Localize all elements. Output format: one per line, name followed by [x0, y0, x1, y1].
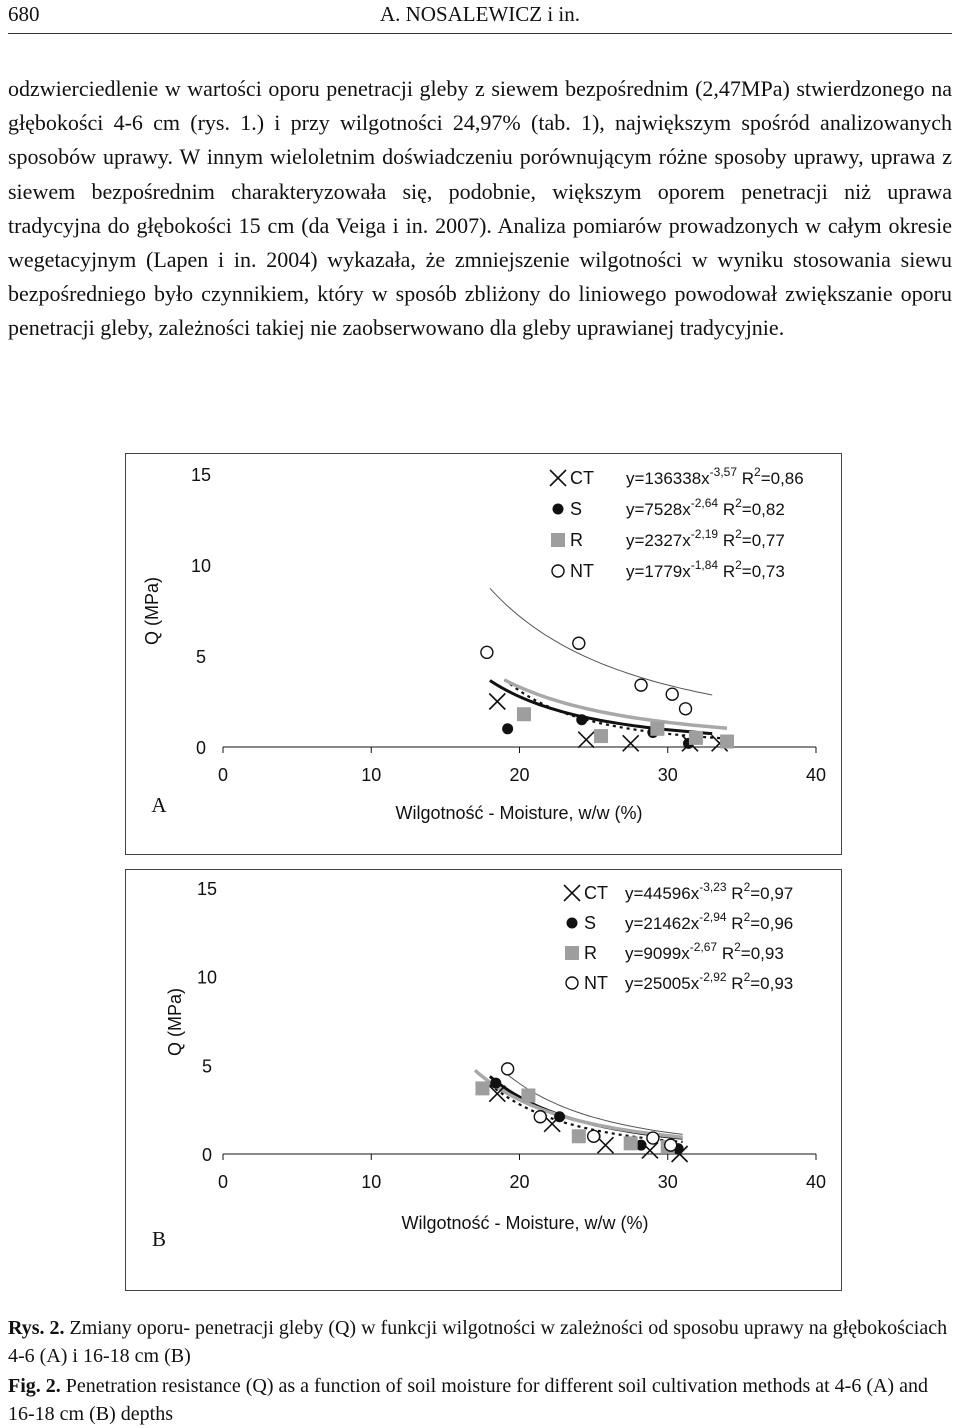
y-tick-label: 15: [196, 879, 218, 899]
running-head-authors: A. NOSALEWICZ i in.: [379, 2, 581, 26]
legend-name-s: S: [570, 499, 583, 519]
series-nt: [502, 1063, 677, 1151]
legend-marker-nt: [566, 977, 578, 989]
x-tick-label: 30: [657, 765, 678, 785]
legend-equation-ct: $y=44596x^{-3,23}$ $R^2=0,97$: [625, 880, 794, 903]
point-nt: [502, 1063, 514, 1075]
point-r: [650, 722, 664, 736]
series-nt: [481, 637, 692, 715]
y-tick-label: 10: [190, 556, 212, 576]
point-s: [554, 1111, 565, 1122]
caption-english-text: Penetration resistance (Q) as a function of soil moisture for different soil cultivation methods at 4-6 (A) and 16-18 cm (B) depths: [8, 1375, 928, 1425]
point-ct: [489, 694, 505, 710]
legend-name-r: R: [584, 943, 597, 963]
y-axis-label: Q (MPa): [142, 576, 162, 646]
legend-name-s: S: [584, 913, 597, 933]
legend-equation-r: $y=2327x^{-2,19}$ $R^2=0,77$: [626, 527, 785, 550]
x-tick-label: 40: [805, 765, 827, 785]
point-nt: [680, 703, 692, 715]
point-ct: [578, 732, 594, 748]
point-r: [517, 707, 531, 721]
fit-curve-nt: [490, 588, 712, 695]
legend-equation-s: $y=7528x^{-2,64}$ $R^2=0,82$: [626, 496, 785, 519]
legend-marker-r: [565, 946, 579, 960]
point-nt: [481, 646, 493, 658]
page-number: 680: [8, 2, 40, 26]
header-rule: [8, 33, 952, 34]
point-nt: [573, 637, 585, 649]
legend-name-r: R: [570, 530, 583, 550]
fit-curve-ct: [505, 680, 727, 739]
page-header: [8, 2, 952, 32]
x-tick-label: 30: [657, 1172, 678, 1192]
legend-marker-ct: [550, 470, 566, 486]
legend-marker-nt: [552, 565, 564, 577]
caption-polish: [8, 1314, 952, 1370]
legend-marker-s: [553, 504, 564, 515]
chart-a-plot: [126, 454, 841, 854]
y-tick-label: 0: [201, 1145, 213, 1165]
point-nt: [588, 1130, 600, 1142]
chart-panel-b: [125, 869, 842, 1291]
caption-english: [8, 1372, 952, 1428]
x-tick-label: 40: [805, 1172, 827, 1192]
caption-english-label: Fig. 2.: [8, 1375, 61, 1397]
point-nt: [534, 1111, 546, 1123]
caption-polish-label: Rys. 2.: [8, 1317, 65, 1339]
point-s: [502, 723, 513, 734]
legend-name-ct: CT: [570, 468, 594, 488]
caption-polish-text: Zmiany oporu- penetracji gleby (Q) w funkcji wilgotności w zależności od sposobu uprawy na głębokościach 4-6 (A) i 16-18 cm (B): [8, 1317, 948, 1367]
chart-b-plot: [126, 870, 841, 1290]
legend-name-nt: NT: [584, 973, 608, 993]
chart-panel-a: [125, 453, 842, 855]
y-tick-label: 5: [201, 1056, 213, 1077]
point-r: [689, 731, 703, 745]
x-axis-label: Wilgotność - Moisture, w/w (%): [395, 803, 643, 823]
legend-equation-s: $y=21462x^{-2,94}$ $R^2=0,96$: [625, 910, 794, 933]
legend-marker-r: [551, 533, 565, 547]
x-tick-label: 0: [217, 765, 229, 785]
legend-marker-ct: [564, 885, 580, 901]
point-ct: [597, 1137, 613, 1153]
point-s: [576, 714, 587, 725]
x-tick-label: 10: [361, 765, 382, 785]
legend-equation-ct: $y=136338x^{-3,57}$ $R^2=0,86$: [626, 465, 804, 488]
x-tick-label: 0: [217, 1172, 229, 1192]
point-r: [594, 729, 608, 743]
point-r: [720, 735, 734, 749]
x-tick-label: 10: [361, 1172, 382, 1192]
body-paragraph: odzwierciedlenie w wartości oporu penetracji gleby z siewem bezpośrednim (2,47MPa) stwierdzonego na głębokości 4-6 cm (rys. 1.) i przy wilgotności 24,97% (tab. 1), największym spośród analizowanych sposobów uprawy. W innym wieloletnim doświadczeniu porównującym różne sposoby uprawy, uprawa z siewem bezpośrednim charakteryzowała się, podobnie, większym oporem penetracji niż uprawa tradycyjna do głębokości 15 cm (da Veiga i in. 2007). Analiza pomiarów prowadzonych w całym okresie wegetacyjnym (Lapen i in. 2004) wykazała, że zmniejszenie wilgotności w wyniku stosowania siewu bezpośredniego było czynnikiem, który w sposób zbliżony do liniowego powodował zwiększanie oporu penetracji gleby, zależności takiej nie zaobserwowano dla gleby uprawianej tradycyjnie.: [8, 76, 952, 341]
x-tick-label: 20: [509, 1172, 530, 1192]
panel-label: A: [151, 793, 167, 817]
legend-marker-s: [567, 918, 578, 929]
legend-equation-r: $y=9099x^{-2,67}$ $R^2=0,93$: [625, 940, 784, 963]
legend-name-ct: CT: [584, 883, 608, 903]
panel-label: B: [151, 1227, 167, 1251]
x-axis-label: Wilgotność - Moisture, w/w (%): [401, 1213, 649, 1233]
y-axis-label: Q (MPa): [165, 987, 185, 1057]
point-ct: [623, 735, 639, 751]
point-nt: [635, 679, 647, 691]
point-nt: [666, 688, 678, 700]
legend-equation-nt: $y=1779x^{-1,84}$ $R^2=0,73$: [626, 558, 785, 581]
point-r: [624, 1136, 638, 1150]
y-tick-label: 0: [195, 738, 207, 758]
y-tick-label: 10: [196, 967, 218, 988]
y-tick-label: 15: [190, 465, 212, 485]
point-r: [475, 1081, 489, 1095]
legend-equation-nt: $y=25005x^{-2,92}$ $R^2=0,93$: [625, 970, 794, 993]
series-r: [517, 707, 734, 748]
y-tick-label: 5: [195, 647, 207, 667]
x-tick-label: 20: [509, 765, 530, 785]
point-nt: [665, 1139, 677, 1151]
legend-name-nt: NT: [570, 561, 594, 581]
point-r: [521, 1088, 535, 1102]
point-s: [490, 1078, 501, 1089]
point-r: [572, 1129, 586, 1143]
point-nt: [647, 1132, 659, 1144]
